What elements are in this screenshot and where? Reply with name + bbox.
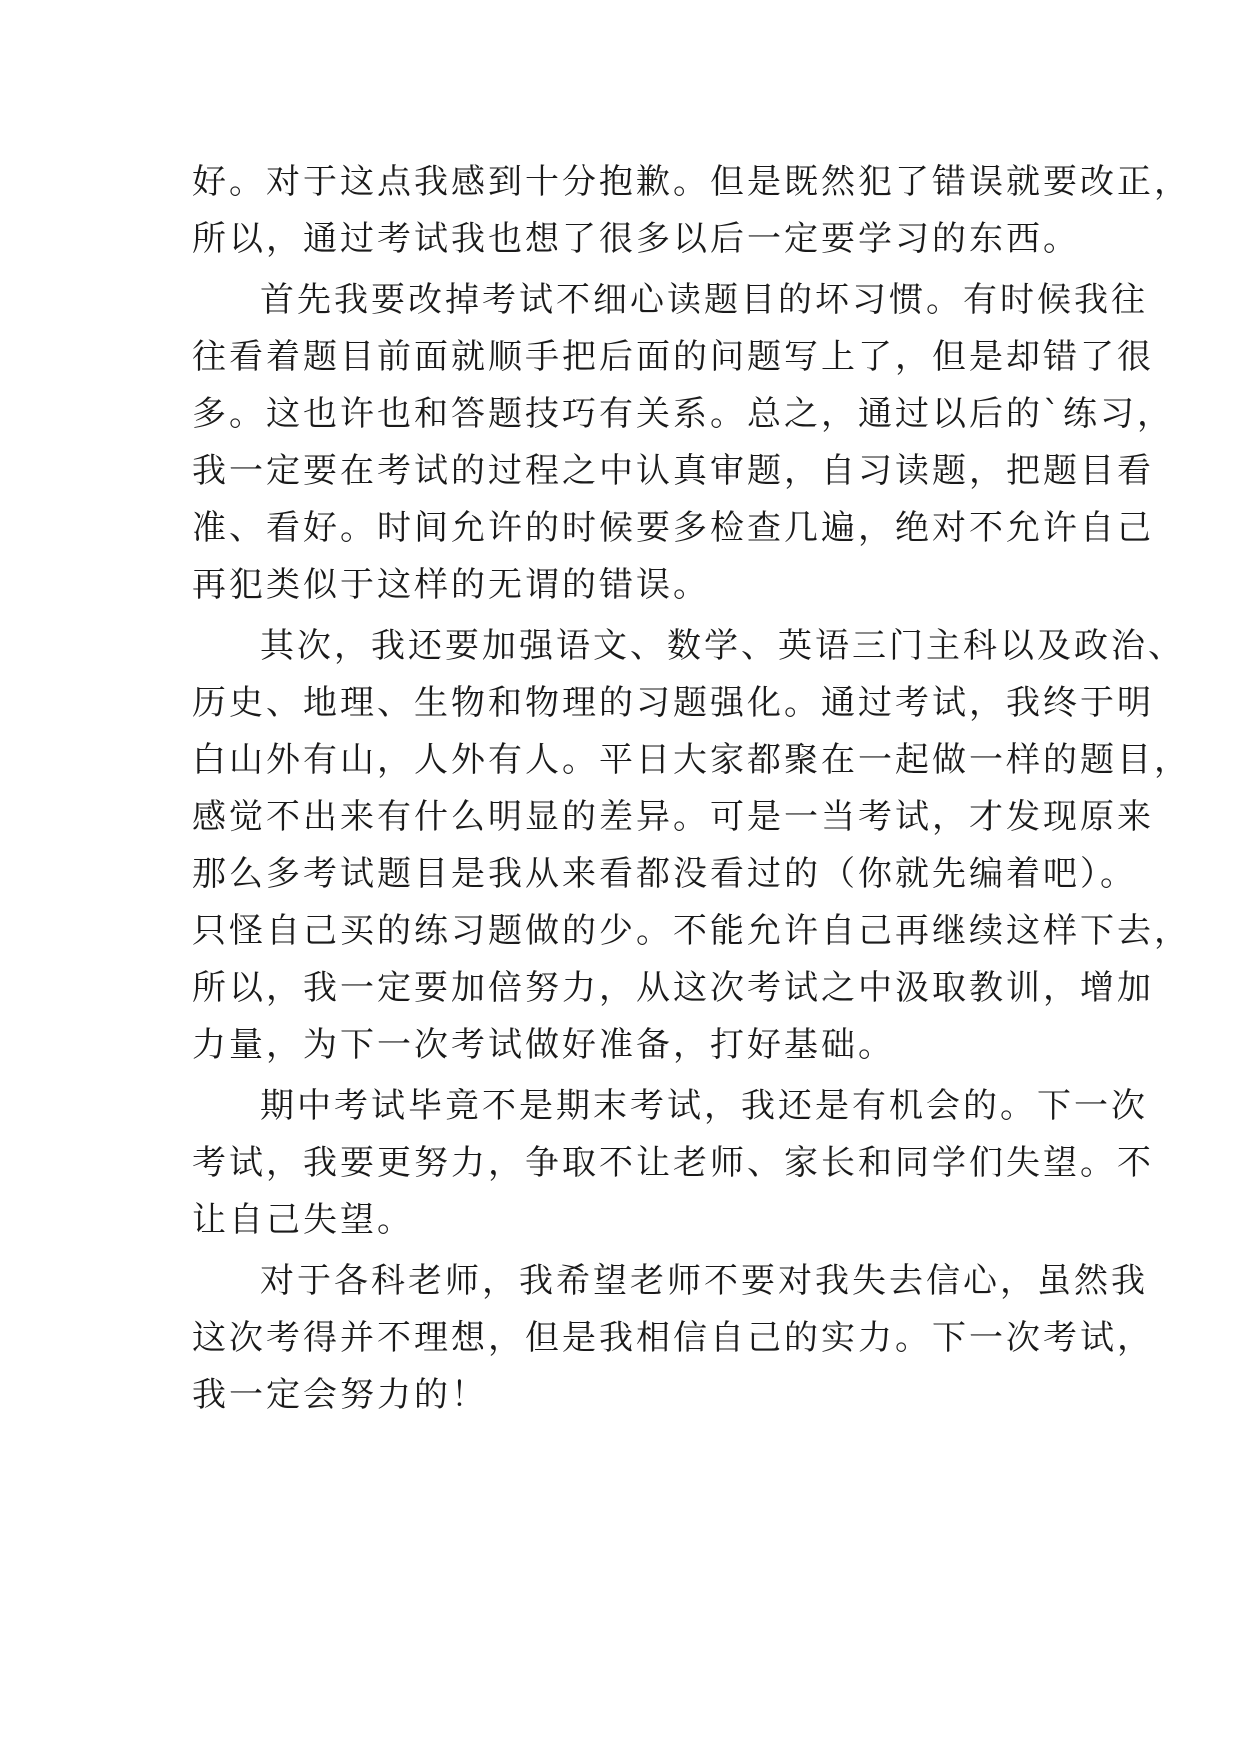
text-line: 那么多考试题目是我从来看都没看过的（你就先编着吧）。 bbox=[192, 854, 1137, 894]
text-line: 只怪自己买的练习题做的少。不能允许自己再继续这样下去， bbox=[192, 911, 1191, 951]
text-line: 白山外有山，人外有人。平日大家都聚在一起做一样的题目， bbox=[192, 740, 1191, 780]
paragraph bbox=[192, 618, 1191, 1074]
text-line: 我一定要在考试的过程之中认真审题，自习读题，把题目看 bbox=[192, 451, 1154, 491]
text-line: 我一定会努力的！ bbox=[192, 1375, 488, 1415]
text-line: 历史、地理、生物和物理的习题强化。通过考试，我终于明 bbox=[192, 683, 1154, 723]
text-line: 感觉不出来有什么明显的差异。可是一当考试，才发现原来 bbox=[192, 797, 1154, 837]
text-line: 往看着题目前面就顺手把后面的问题写上了，但是却错了很 bbox=[192, 337, 1154, 377]
text-line: 这次考得并不理想，但是我相信自己的实力。下一次考试， bbox=[192, 1318, 1154, 1358]
text-line: 力量，为下一次考试做好准备，打好基础。 bbox=[192, 1025, 895, 1065]
text-line: 首先我要改掉考试不细心读题目的坏习惯。有时候我往 bbox=[260, 280, 1148, 320]
paragraph bbox=[192, 1078, 1154, 1249]
paragraph bbox=[192, 154, 1191, 268]
text-line: 准、看好。时间允许的时候要多检查几遍，绝对不允许自己 bbox=[192, 508, 1154, 548]
text-line: 其次，我还要加强语文、数学、英语三门主科以及政治、 bbox=[260, 626, 1185, 666]
text-line: 对于各科老师，我希望老师不要对我失去信心，虽然我 bbox=[260, 1261, 1148, 1301]
paragraph bbox=[192, 1253, 1154, 1424]
text-line: 所以，我一定要加倍努力，从这次考试之中汲取教训，增加 bbox=[192, 968, 1154, 1008]
text-line: 再犯类似于这样的无谓的错误。 bbox=[192, 565, 710, 605]
text-line: 让自己失望。 bbox=[192, 1200, 414, 1240]
text-line: 期中考试毕竟不是期末考试，我还是有机会的。下一次 bbox=[260, 1086, 1148, 1126]
document-body bbox=[192, 154, 1191, 1424]
paragraph bbox=[192, 272, 1174, 614]
text-line: 好。对于这点我感到十分抱歉。但是既然犯了错误就要改正， bbox=[192, 162, 1191, 202]
text-line: 考试，我要更努力，争取不让老师、家长和同学们失望。不 bbox=[192, 1143, 1154, 1183]
text-line: 所以，通过考试我也想了很多以后一定要学习的东西。 bbox=[192, 219, 1080, 259]
text-line: 多。这也许也和答题技巧有关系。总之，通过以后的`练习， bbox=[192, 394, 1174, 434]
